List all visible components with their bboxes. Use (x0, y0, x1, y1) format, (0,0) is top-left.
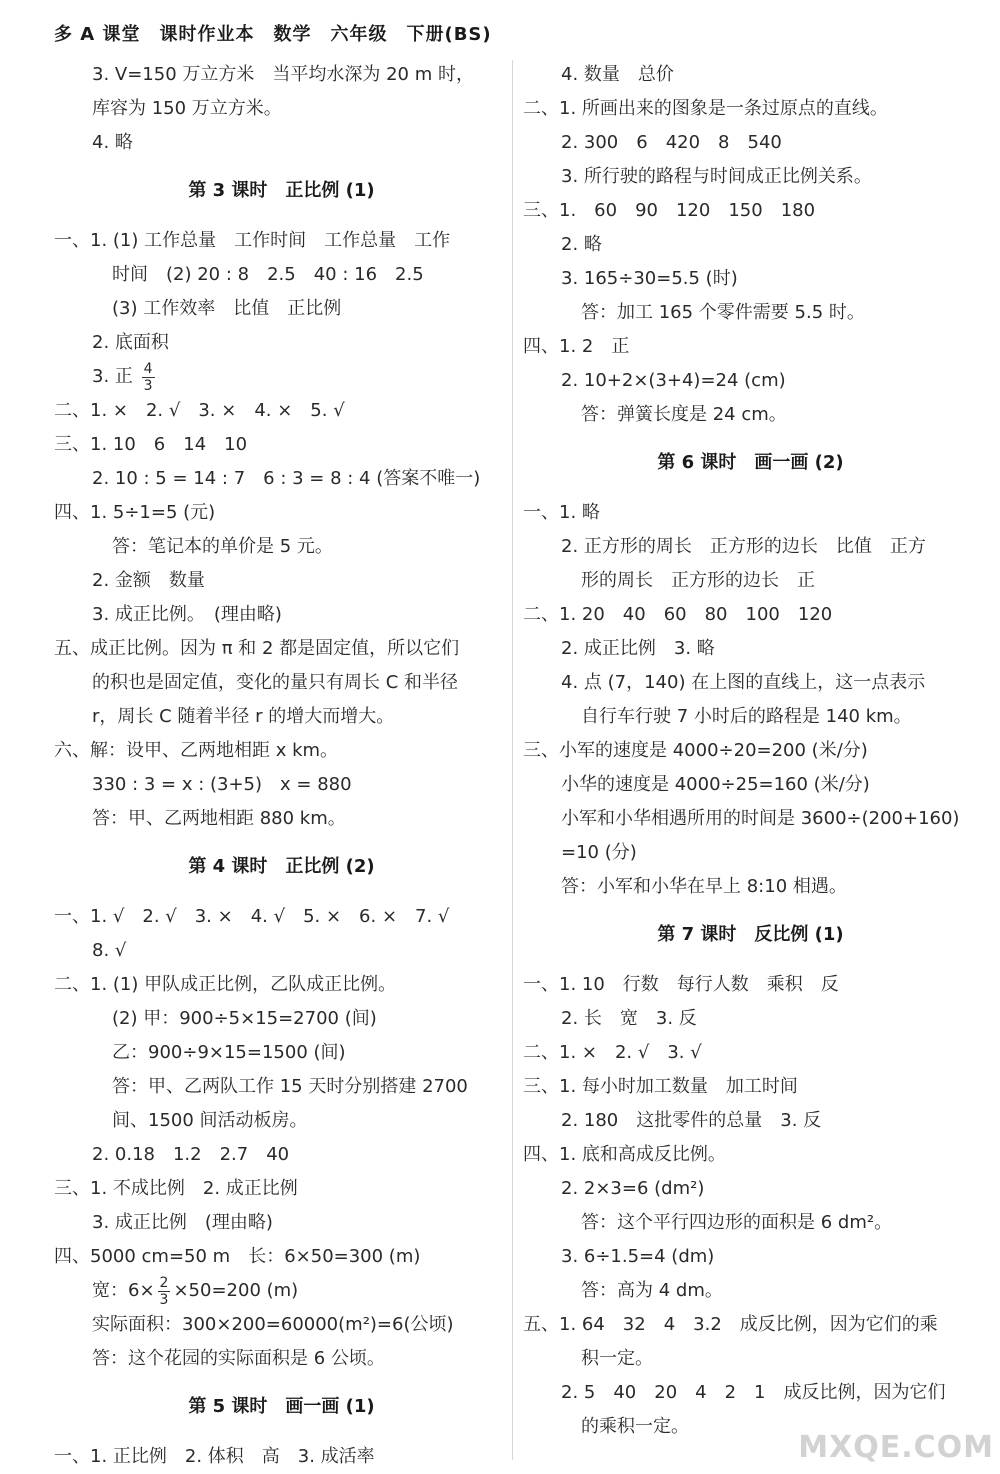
answer-line: 间、1500 间活动板房。 (112, 1110, 308, 1131)
answer-line: 二、1. 所画出来的图象是一条过原点的直线。 (523, 98, 888, 119)
fraction-denominator: 3 (159, 1291, 169, 1308)
fraction-numerator: 4 (143, 360, 153, 377)
answer-line: 三、1. 60 90 120 150 180 (523, 200, 816, 221)
answer-line: 答：高为 4 dm。 (581, 1280, 723, 1301)
answer-line: 3. 成正比例 (理由略) (92, 1212, 273, 1233)
answer-line: 三、1. 每小时加工数量 加工时间 (523, 1076, 798, 1097)
answer-line: 2. 0.18 1.2 2.7 40 (92, 1144, 290, 1165)
answer-prefix: 3. 正 (92, 366, 139, 387)
answer-line: 一、1. 10 行数 每行人数 乘积 反 (523, 974, 839, 995)
answer-line: 积一定。 (581, 1348, 653, 1369)
answer-line: 2. 10 : 5 = 14 : 7 6 : 3 = 8 : 4 (答案不唯一) (92, 468, 481, 489)
answer-line: 答：小军和小华在早上 8:10 相遇。 (561, 876, 847, 897)
answer-line: (3) 工作效率 比值 正比例 (112, 298, 342, 319)
answer-line: 2. 略 (561, 234, 602, 255)
answer-line: 形的周长 正方形的边长 正 (581, 570, 815, 591)
right-column (523, 58, 978, 1444)
answer-line: 2. 金额 数量 (92, 570, 205, 591)
left-column (54, 58, 509, 1474)
answer-line: 一、1. (1) 工作总量 工作时间 工作总量 工作 (54, 230, 451, 251)
answer-line: 答：这个花园的实际面积是 6 公顷。 (92, 1348, 385, 1369)
answer-line: 330 : 3 = x : (3+5) x = 880 (92, 774, 352, 795)
answer-line: 库容为 150 万立方米。 (92, 98, 282, 119)
answer-line: 一、1. 略 (523, 502, 600, 523)
answer-line: 答：甲、乙两队工作 15 天时分别搭建 2700 (112, 1076, 468, 1097)
answer-line: 2. 5 40 20 4 2 1 成反比例，因为它们 (561, 1382, 946, 1403)
answer-line: 的积也是固定值，变化的量只有周长 C 和半径 (92, 672, 459, 693)
answer-line: 答：甲、乙两地相距 880 km。 (92, 808, 346, 829)
fraction-numerator: 2 (159, 1274, 169, 1291)
watermark: MXQE.COM (798, 1430, 994, 1465)
answer-line (54, 360, 509, 394)
answer-line: 三、1. 10 6 14 10 (54, 434, 248, 455)
fraction (142, 361, 155, 394)
answer-line: 2. 长 宽 3. 反 (561, 1008, 697, 1029)
answer-line: 3. 成正比例。 (理由略) (92, 604, 282, 625)
section-title: 第 5 课时 画一画 (1) (188, 1396, 375, 1417)
answer-line: 2. 2×3=6 (dm²) (561, 1178, 705, 1199)
answer-line: 二、1. × 2. √ 3. × 4. × 5. √ (54, 400, 345, 421)
answer-line: 四、1. 底和高成反比例。 (523, 1144, 726, 1165)
answer-prefix: 宽：6× (92, 1280, 155, 1301)
answer-line: 四、1. 2 正 (523, 336, 630, 357)
answer-line: 3. 165÷30=5.5 (时) (561, 268, 738, 289)
answer-line: 一、1. √ 2. √ 3. × 4. √ 5. × 6. × 7. √ (54, 906, 450, 927)
answer-line: 3. 6÷1.5=4 (dm) (561, 1246, 715, 1267)
answer-line: 2. 10+2×(3+4)=24 (cm) (561, 370, 786, 391)
answer-line: 三、1. 不成比例 2. 成正比例 (54, 1178, 298, 1199)
answer-line: 六、解：设甲、乙两地相距 x km。 (54, 740, 339, 761)
answer-line: 二、1. 20 40 60 80 100 120 (523, 604, 833, 625)
answer-line: 2. 180 这批零件的总量 3. 反 (561, 1110, 822, 1131)
answer-line: 2. 底面积 (92, 332, 169, 353)
answer-line: 二、1. × 2. √ 3. √ (523, 1042, 702, 1063)
answer-line: =10 (分) (561, 842, 637, 863)
answer-line: 自行车行驶 7 小时后的路程是 140 km。 (581, 706, 912, 727)
answer-line: 2. 正方形的周长 正方形的边长 比值 正方 (561, 536, 926, 557)
answer-line: 答：弹簧长度是 24 cm。 (581, 404, 787, 425)
answer-line: 8. √ (92, 940, 127, 961)
fraction-denominator: 3 (143, 377, 153, 394)
answer-line: 4. 点 (7，140) 在上图的直线上，这一点表示 (561, 672, 926, 693)
answer-line: (2) 甲：900÷5×15=2700 (间) (112, 1008, 377, 1029)
answer-line (54, 1274, 509, 1308)
section-title: 第 4 课时 正比例 (2) (188, 856, 375, 877)
answer-line: 乙：900÷9×15=1500 (间) (112, 1042, 346, 1063)
page-header: 多 A 课堂 课时作业本 数学 六年级 下册(BS) (54, 24, 492, 45)
answer-line: 答：这个平行四边形的面积是 6 dm²。 (581, 1212, 893, 1233)
answer-line: 三、小军的速度是 4000÷20=200 (米/分) (523, 740, 868, 761)
answer-line: 一、1. 正比例 2. 体积 高 3. 成活率 (54, 1446, 375, 1467)
column-divider (512, 60, 513, 1460)
answer-line: r，周长 C 随着半径 r 的增大而增大。 (92, 706, 395, 727)
answer-line: 小军和小华相遇所用的时间是 3600÷(200+160) (561, 808, 960, 829)
answer-line: 时间 (2) 20 : 8 2.5 40 : 16 2.5 (112, 264, 424, 285)
answer-line: 二、1. (1) 甲队成正比例，乙队成正比例。 (54, 974, 397, 995)
answer-line: 实际面积：300×200=60000(m²)=6(公顷) (92, 1314, 454, 1335)
fraction (158, 1275, 171, 1308)
answer-line: 四、5000 cm=50 m 长：6×50=300 (m) (54, 1246, 421, 1267)
answer-line: 的乘积一定。 (581, 1416, 689, 1437)
answer-line: 五、1. 64 32 4 3.2 成反比例，因为它们的乘 (523, 1314, 938, 1335)
section-title: 第 7 课时 反比例 (1) (657, 924, 844, 945)
answer-line: 3. 所行驶的路程与时间成正比例关系。 (561, 166, 872, 187)
answer-line: 答：加工 165 个零件需要 5.5 时。 (581, 302, 865, 323)
answer-line: 2. 300 6 420 8 540 (561, 132, 782, 153)
answer-line: 五、成正比例。因为 π 和 2 都是固定值，所以它们 (54, 638, 460, 659)
answer-line: 小华的速度是 4000÷25=160 (米/分) (561, 774, 870, 795)
answer-line: 3. V=150 万立方米 当平均水深为 20 m 时， (92, 64, 474, 85)
answer-line: 4. 略 (92, 132, 133, 153)
answer-suffix: ×50=200 (m) (173, 1280, 299, 1301)
answer-line: 四、1. 5÷1=5 (元) (54, 502, 216, 523)
answer-line: 答：笔记本的单价是 5 元。 (112, 536, 333, 557)
section-title: 第 3 课时 正比例 (1) (188, 180, 375, 201)
section-title: 第 6 课时 画一画 (2) (657, 452, 844, 473)
answer-line: 2. 成正比例 3. 略 (561, 638, 715, 659)
answer-line: 4. 数量 总价 (561, 64, 674, 85)
